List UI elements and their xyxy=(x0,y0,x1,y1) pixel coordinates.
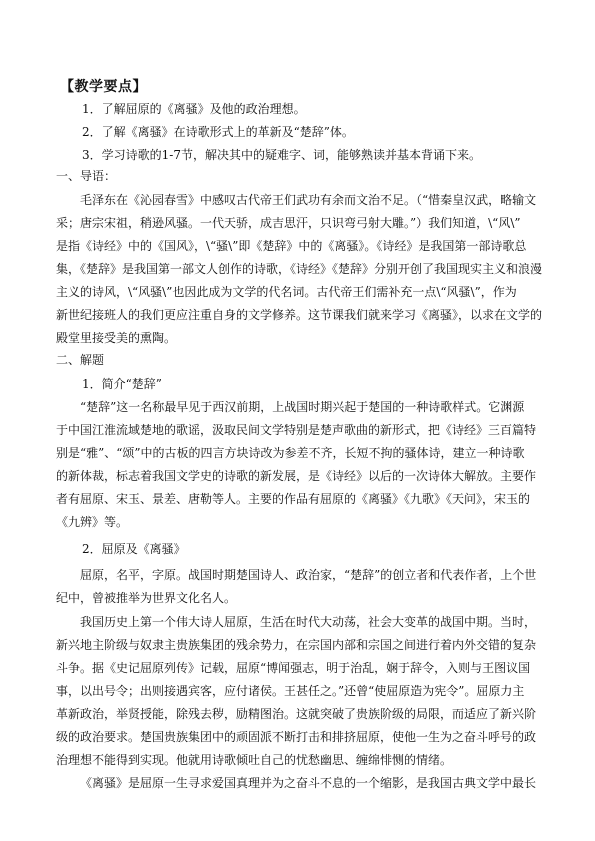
teaching-point-2: 2．了解《离骚》在诗歌形式上的革新及“楚辞”体。 xyxy=(82,125,354,139)
chuci-line: 的新体裁，标志着我国文学史的诗歌的新发展，是《诗经》以后的一次诗体大解放。主要作 xyxy=(56,469,537,483)
lisao-line: 《离骚》是屈原一生寻求爱国真理并为之奋斗不息的一个缩影，是我国古典文学中最长 xyxy=(80,776,537,790)
quyuan-intro-line: 纪中，曾被推举为世界文化名人。 xyxy=(56,591,237,605)
chuci-line: 于中国江淮流域楚地的歌谣，汲取民间文学特别是楚声歌曲的新形式，把《诗经》三百篇特 xyxy=(56,423,537,437)
quyuan-history-line: 革新政治，举贤授能，除残去秽，励精图治。这就突破了贵族阶级的局限，而适应了新兴阶 xyxy=(56,707,537,721)
section-1-title: 一、导语： xyxy=(56,169,117,183)
chuci-line: “楚辞”这一名称最早见于西汉前期，上战国时期兴起于楚国的一种诗歌样式。它渊源 xyxy=(80,400,525,414)
subsection-1-title: 1．简介“楚辞” xyxy=(82,377,162,391)
intro-line: 毛泽东在《沁园春雪》中感叹古代帝王们武功有余而文治不足。（“惜秦皇汉武，略输文 xyxy=(80,193,537,207)
quyuan-history-line: 新兴地主阶级与奴隶主贵族集团的残余势力，在宗国内部和宗国之间进行着内外交错的复杂 xyxy=(56,638,537,652)
intro-line: 采；唐宗宋祖，稍逊风骚。一代天骄，成吉思汗，只识弯弓射大雕。”）我们知道，\“风\” xyxy=(56,216,521,230)
quyuan-intro-line: 屈原，名平，字原。战国时期楚国诗人、政治家，“楚辞”的创立者和代表作者，上个世 xyxy=(80,568,537,582)
quyuan-history-line: 我国历史上第一个伟大诗人屈原，生活在时代大动荡，社会大变革的战国中期。当时， xyxy=(80,615,537,629)
teaching-point-3: 3．学习诗歌的1-7节，解决其中的疑难字、词，能够熟读并基本背诵下来。 xyxy=(82,148,481,162)
quyuan-history-line: 事，以出号令；出则接遇宾客，应付诸侯。王甚任之。”还曾“使屈原造为宪令”。屈原力主 xyxy=(56,684,525,698)
chuci-line: 别是“雅”、“颂”中的古板的四言方块诗改为参差不齐，长短不拘的骚体诗，建立一种诗歌 xyxy=(56,446,525,460)
intro-line: 是指《诗经》中的《国风》，\“骚\”即《楚辞》中的《离骚》。《诗经》是我国第一部诗歌总 xyxy=(56,239,527,253)
quyuan-history-line: 级的政治要求。楚国贵族集团中的顽固派不断打击和排挤屈原，使他一生为之奋斗呼号的政 xyxy=(56,730,537,744)
intro-line: 殿堂里接受美的熏陶。 xyxy=(56,331,177,345)
intro-line: 集，《楚辞》是我国第一部文人创作的诗歌，《诗经》《楚辞》分别开创了我国现实主义和浪漫 xyxy=(56,262,543,276)
subsection-2-title: 2．屈原及《离骚》 xyxy=(82,542,186,556)
chuci-line: 《九辨》等。 xyxy=(56,515,129,529)
section-2-title: 二、解题 xyxy=(56,353,105,367)
intro-line: 新世纪接班人的我们更应注重自身的文学修养。这节课我们就来学习《离骚》，以求在文学的 xyxy=(56,308,543,322)
quyuan-history-line: 治理想不能得到实现。他就用诗歌倾吐自己的忧愁幽思、缠绵悱恻的情绪。 xyxy=(56,753,453,767)
chuci-line: 者有屈原、宋玉、景差、唐勒等人。主要的作品有屈原的《离骚》《九歌》《天问》，宋玉的 xyxy=(56,492,531,506)
teaching-point-1: 1．了解屈原的《离骚》及他的政治理想。 xyxy=(82,102,306,116)
intro-line: 主义的诗风，\“风骚\”也因此成为文学的代名词。古代帝王们需补充一点\“风骚\”，作为 xyxy=(56,285,517,299)
quyuan-history-line: 斗争。据《史记屈原列传》记载，屈原“博闻强志，明于治乱，娴于辞令，入则与王图议国 xyxy=(56,661,531,675)
section-heading: 【教学要点】 xyxy=(60,79,147,95)
